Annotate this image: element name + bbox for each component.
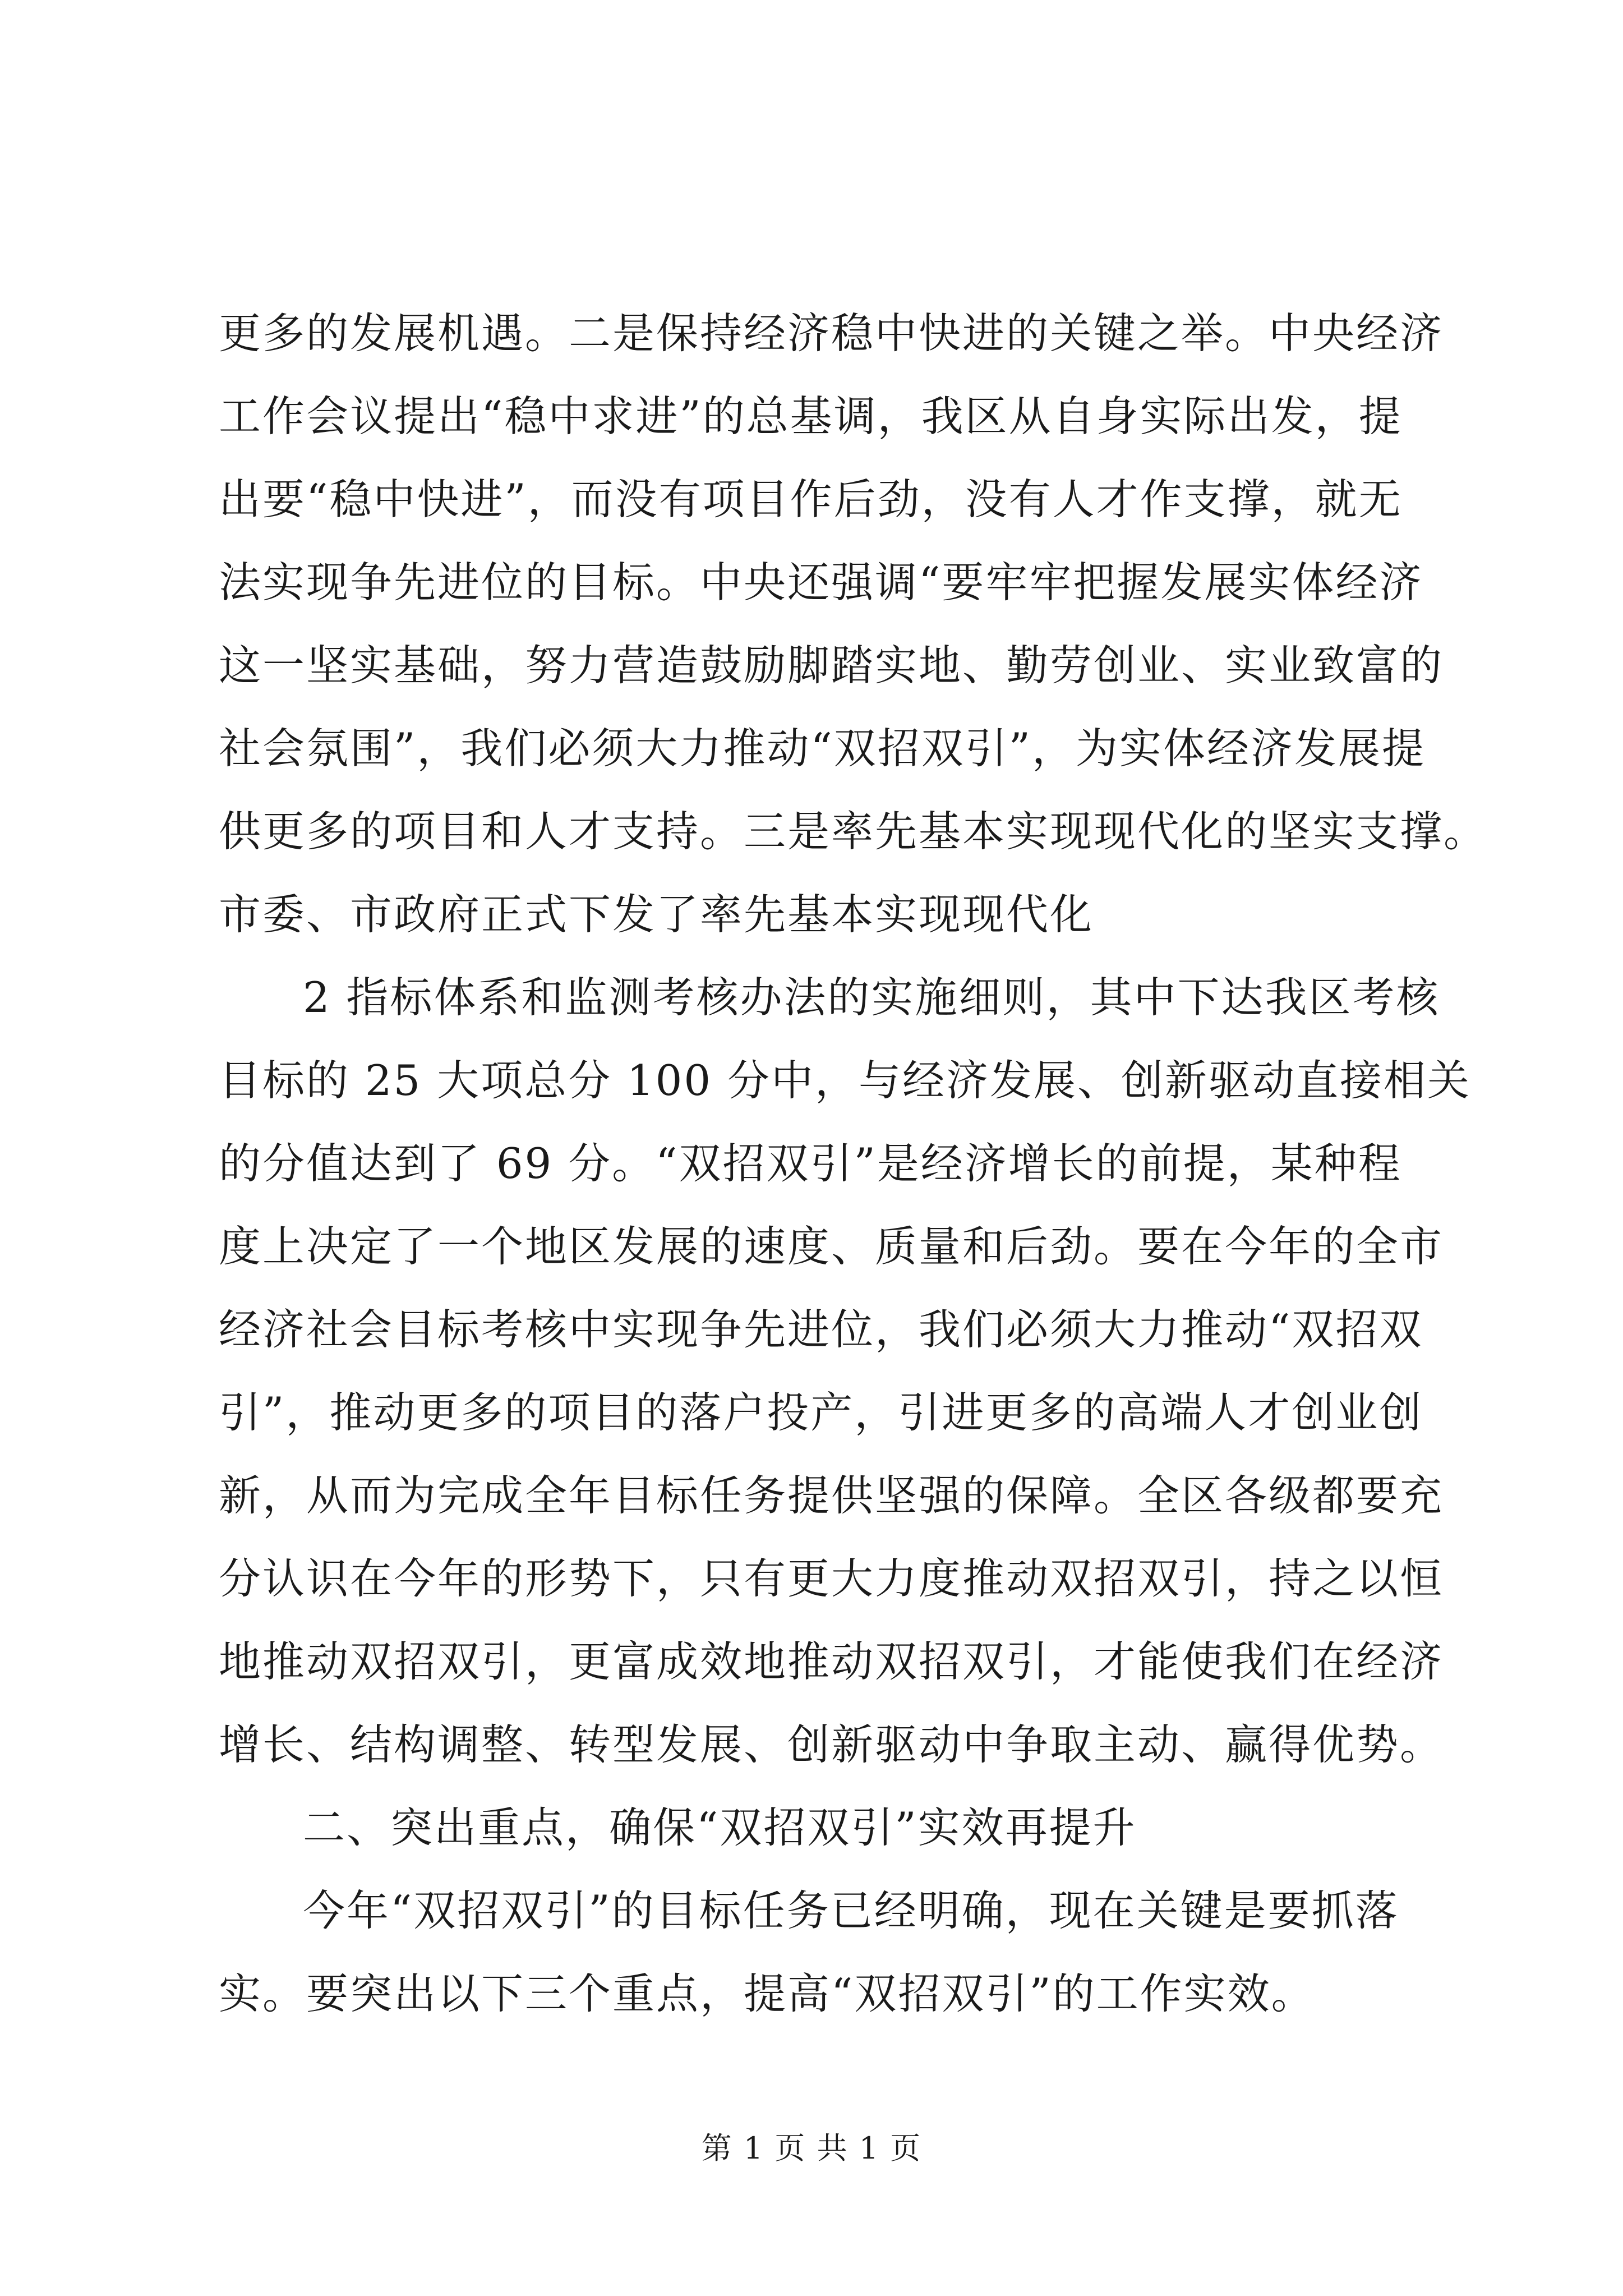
text-line: 实。要突出以下三个重点，提高“双招双引”的工作实效。 xyxy=(219,1969,1315,2018)
text-line: 法实现争先进位的目标。中央还强调“要牢牢把握发展实体经济 xyxy=(219,558,1423,607)
text-line: 供更多的项目和人才支持。三是率先基本实现现代化的坚实支撑。 xyxy=(219,807,1488,856)
text-line: 新，从而为完成全年目标任务提供坚强的保障。全区各级都要充 xyxy=(219,1471,1444,1520)
text-line: 引”，推动更多的项目的落户投产，引进更多的高端人才创业创 xyxy=(219,1388,1423,1437)
text-line: 社会氛围”，我们必须大力推动“双招双引”，为实体经济发展提 xyxy=(219,724,1426,773)
text-line: 经济社会目标考核中实现争先进位，我们必须大力推动“双招双 xyxy=(219,1305,1423,1354)
document-body xyxy=(219,292,1488,2035)
text-line: 地推动双招双引，更富成效地推动双招双引，才能使我们在经济 xyxy=(219,1637,1444,1686)
text-line: 的分值达到了 69 分。“双招双引”是经济增长的前提，某种程 xyxy=(219,1139,1402,1188)
text-line: 出要“稳中快进”，而没有项目作后劲，没有人才作支撑，就无 xyxy=(219,475,1403,524)
text-line: 目标的 25 大项总分 100 分中，与经济发展、创新驱动直接相关 xyxy=(219,1056,1471,1105)
text-line: 更多的发展机遇。二是保持经济稳中快进的关键之举。中央经济 xyxy=(219,309,1444,358)
section-heading: 二、突出重点，确保“双招双引”实效再提升 xyxy=(303,1803,1137,1852)
text-line: 分认识在今年的形势下，只有更大力度推动双招双引，持之以恒 xyxy=(219,1554,1444,1603)
text-line: 这一坚实基础，努力营造鼓励脚踏实地、勤劳创业、实业致富的 xyxy=(219,641,1444,690)
text-line: 2 指标体系和监测考核办法的实施细则，其中下达我区考核 xyxy=(303,973,1440,1022)
text-line: 度上决定了一个地区发展的速度、质量和后劲。要在今年的全市 xyxy=(219,1222,1444,1271)
text-line: 增长、结构调整、转型发展、创新驱动中争取主动、赢得优势。 xyxy=(219,1720,1444,1769)
text-line: 市委、市政府正式下发了率先基本实现现代化 xyxy=(219,890,1094,939)
page-number-footer: 第 1 页 共 1 页 xyxy=(701,2131,922,2166)
text-line: 工作会议提出“稳中求进”的总基调，我区从自身实际出发，提 xyxy=(219,392,1403,441)
text-line: 今年“双招双引”的目标任务已经明确，现在关键是要抓落 xyxy=(303,1886,1399,1935)
